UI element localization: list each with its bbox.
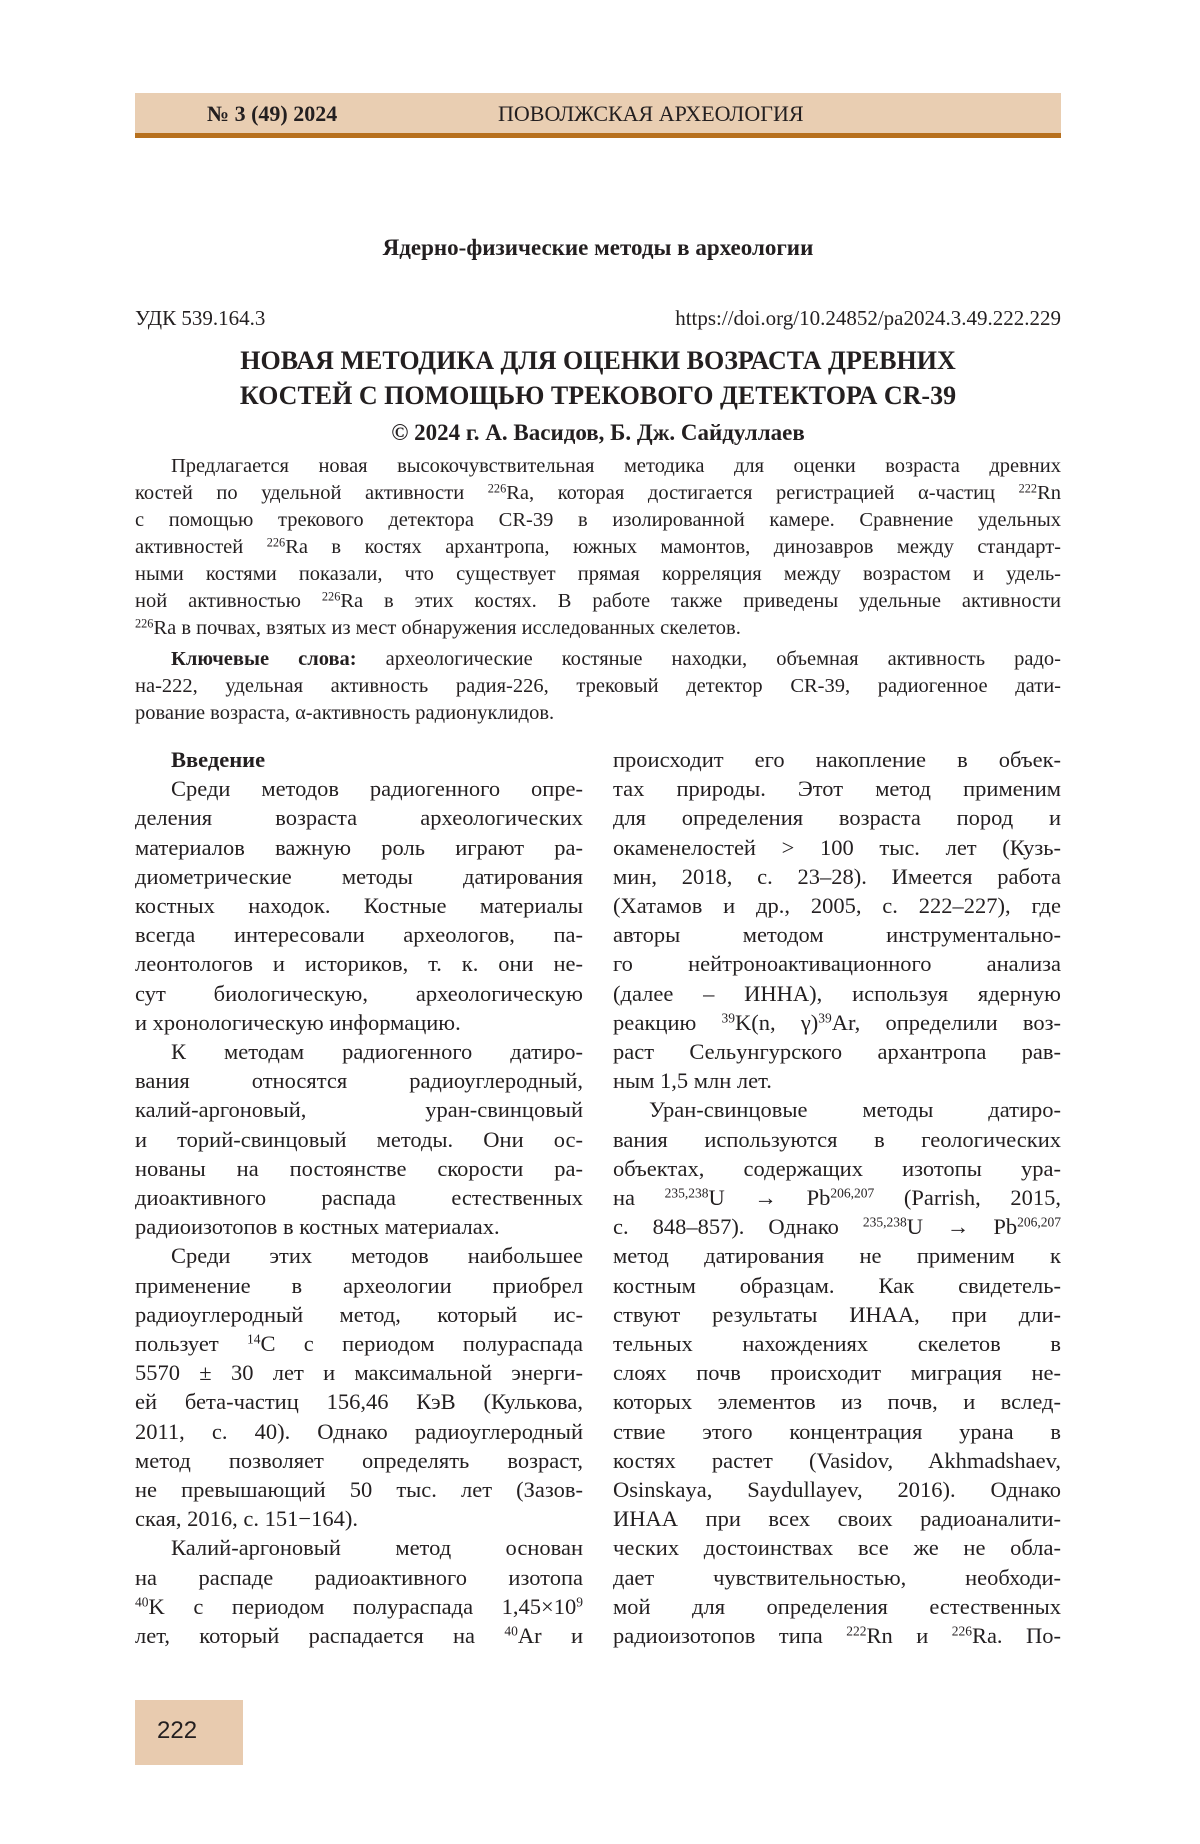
text-run: ей бета-частиц 156,46 КэВ (Кулькова, bbox=[135, 1389, 583, 1414]
text-run: U → Pb bbox=[907, 1214, 1017, 1239]
isotope-superscript: 226 bbox=[952, 1624, 972, 1639]
text-run: вания используются в геологических bbox=[613, 1127, 1061, 1152]
text-run: Калий-аргоновый метод основан bbox=[171, 1535, 583, 1560]
text-line bbox=[613, 803, 1061, 832]
text-run: происходит его накопление в объек- bbox=[613, 747, 1061, 772]
text-run: метод датирования не применим к bbox=[613, 1243, 1061, 1268]
text-run: Rn bbox=[1037, 482, 1061, 504]
keywords bbox=[135, 646, 1061, 727]
text-line bbox=[135, 803, 583, 832]
text-run: сут биологическую, археологическую bbox=[135, 981, 583, 1006]
text-line bbox=[135, 507, 1061, 534]
text-run: (Хатамов и др., 2005, с. 222–227), где bbox=[613, 893, 1061, 918]
text-line bbox=[135, 1592, 583, 1621]
text-line bbox=[613, 1533, 1061, 1562]
text-run: ствуют результаты ИНАА, при дли- bbox=[613, 1302, 1061, 1327]
article-title bbox=[135, 343, 1061, 413]
text-line bbox=[135, 862, 583, 891]
text-run: ствие этого концентрация урана в bbox=[613, 1419, 1061, 1444]
text-line bbox=[135, 1183, 583, 1212]
text-run: ская, 2016, с. 151−164). bbox=[135, 1506, 358, 1531]
text-line bbox=[135, 1154, 583, 1183]
text-line bbox=[135, 1095, 583, 1124]
text-run: для определения возраста пород и bbox=[613, 805, 1061, 830]
text-run: мин, 2018, с. 23–28). Имеется работа bbox=[613, 864, 1061, 889]
isotope-superscript: 40 bbox=[135, 1594, 149, 1609]
text-line bbox=[135, 1387, 583, 1416]
text-line bbox=[135, 1358, 583, 1387]
text-line bbox=[613, 1563, 1061, 1592]
text-run: Ar и bbox=[518, 1623, 583, 1648]
text-line bbox=[613, 1417, 1061, 1446]
text-run: радиоизотопов типа bbox=[613, 1623, 846, 1648]
text-line bbox=[135, 1241, 583, 1270]
text-run: Предлагается новая высокочувствительная методика для оценки возраста древних bbox=[171, 455, 1061, 477]
text-run: радиоизотопов в костных материалах. bbox=[135, 1214, 500, 1239]
isotope-superscript: 9 bbox=[576, 1594, 583, 1609]
text-line bbox=[135, 534, 1061, 561]
text-run: К методам радиогенного датиро- bbox=[171, 1039, 583, 1064]
text-line bbox=[613, 979, 1061, 1008]
text-line bbox=[135, 1563, 583, 1592]
text-run: тельных нахождениях скелетов в bbox=[613, 1331, 1061, 1356]
text-line bbox=[613, 1446, 1061, 1475]
text-run: применение в археологии приобрел bbox=[135, 1273, 583, 1298]
text-line bbox=[613, 1154, 1061, 1183]
text-line bbox=[613, 1095, 1061, 1124]
text-run: ческих достоинствах все же не обла- bbox=[613, 1535, 1061, 1560]
text-run: и хронологическую информацию. bbox=[135, 1010, 461, 1035]
text-run: K с периодом полураспада 1,45×10 bbox=[149, 1594, 577, 1619]
text-run: нованы на постоянстве скорости ра- bbox=[135, 1156, 583, 1181]
text-line bbox=[135, 833, 583, 862]
text-line bbox=[613, 891, 1061, 920]
text-run: ИНАА при всех своих радиоаналити- bbox=[613, 1506, 1061, 1531]
text-line bbox=[613, 862, 1061, 891]
isotope-superscript: 206,207 bbox=[830, 1186, 874, 1201]
text-run: ными костями показали, что существует прямая корреляция между возрастом и удель- bbox=[135, 563, 1061, 585]
text-run: костях растет (Vasidov, Akhmadshaev, bbox=[613, 1448, 1061, 1473]
text-line bbox=[613, 949, 1061, 978]
text-run: на bbox=[613, 1185, 665, 1210]
isotope-superscript: 14 bbox=[247, 1332, 261, 1347]
isotope-superscript: 40 bbox=[504, 1624, 518, 1639]
text-run: Среди методов радиогенного опре- bbox=[171, 776, 583, 801]
isotope-superscript: 222 bbox=[1019, 481, 1037, 495]
isotope-superscript: 222 bbox=[846, 1624, 866, 1639]
text-run: 5570 ± 30 лет и максимальной энерги- bbox=[135, 1360, 583, 1385]
text-line bbox=[613, 1125, 1061, 1154]
text-line bbox=[613, 1183, 1061, 1212]
text-line bbox=[613, 1358, 1061, 1387]
text-line bbox=[135, 1329, 583, 1358]
text-run: пользует bbox=[135, 1331, 247, 1356]
right-column-body bbox=[613, 745, 1061, 1650]
text-line bbox=[613, 1037, 1061, 1066]
text-run: U → Pb bbox=[709, 1185, 831, 1210]
isotope-superscript: 226 bbox=[267, 535, 285, 549]
text-line bbox=[135, 561, 1061, 588]
keywords-label: Ключевые слова: bbox=[171, 648, 357, 670]
text-run: Ra. По- bbox=[972, 1623, 1061, 1648]
abstract bbox=[135, 453, 1061, 642]
text-line bbox=[135, 979, 583, 1008]
text-line bbox=[613, 745, 1061, 774]
text-line bbox=[135, 1533, 583, 1562]
text-run: на распаде радиоактивного изотопа bbox=[135, 1565, 583, 1590]
text-run: рование возраста, α-активность радионуклидов. bbox=[135, 702, 554, 724]
text-run: на-222, удельная активность радия-226, трековый детектор CR-39, радиогенное дати- bbox=[135, 675, 1061, 697]
text-line bbox=[613, 1387, 1061, 1416]
text-line bbox=[135, 1300, 583, 1329]
text-run: лет, который распадается на bbox=[135, 1623, 504, 1648]
text-line bbox=[613, 1241, 1061, 1270]
text-run: вания относятся радиоуглеродный, bbox=[135, 1068, 583, 1093]
issue-number: № 3 (49) 2024 bbox=[207, 101, 337, 127]
page-number: 222 bbox=[157, 1717, 197, 1745]
text-run: леонтологов и историков, т. к. они не- bbox=[135, 951, 583, 976]
text-line bbox=[135, 920, 583, 949]
text-run: с помощью трекового детектора CR-39 в изолированной камере. Сравнение удельных bbox=[135, 509, 1061, 531]
text-run: всегда интересовали археологов, па- bbox=[135, 922, 583, 947]
text-line bbox=[613, 1300, 1061, 1329]
text-line bbox=[613, 833, 1061, 862]
text-run: тах природы. Этот метод применим bbox=[613, 776, 1061, 801]
text-run: метод позволяет определять возраст, bbox=[135, 1448, 583, 1473]
udk-code: УДК 539.164.3 bbox=[135, 306, 265, 331]
text-run: K(n, γ) bbox=[735, 1010, 818, 1035]
text-line bbox=[135, 1066, 583, 1095]
text-line bbox=[613, 1212, 1061, 1241]
text-run: деления возраста археологических bbox=[135, 805, 583, 830]
text-run: костей по удельной активности bbox=[135, 482, 488, 504]
text-run: Rn и bbox=[866, 1623, 951, 1648]
text-run: ной активностью bbox=[135, 590, 322, 612]
text-line bbox=[135, 673, 1061, 700]
text-line bbox=[613, 1592, 1061, 1621]
text-run: не превышающий 50 тыс. лет (Зазов- bbox=[135, 1477, 583, 1502]
text-run: радиоуглеродный метод, который ис- bbox=[135, 1302, 583, 1327]
text-run: Ra в почвах, взятых из мест обнаружения исследованных скелетов. bbox=[153, 617, 740, 639]
text-run: с. 848–857). Однако bbox=[613, 1214, 863, 1239]
text-run: диометрические методы датирования bbox=[135, 864, 583, 889]
text-line bbox=[613, 1504, 1061, 1533]
text-line bbox=[613, 1066, 1061, 1095]
isotope-superscript: 39 bbox=[818, 1010, 832, 1025]
text-line bbox=[613, 920, 1061, 949]
text-run: калий-аргоновый, уран-свинцовый bbox=[135, 1097, 583, 1122]
text-run: 2011, с. 40). Однако радиоуглеродный bbox=[135, 1419, 583, 1444]
page-number-box bbox=[135, 1700, 243, 1765]
journal-name: ПОВОЛЖСКАЯ АРХЕОЛОГИЯ bbox=[498, 101, 804, 127]
text-run: объектах, содержащих изотопы ура- bbox=[613, 1156, 1061, 1181]
text-run: активностей bbox=[135, 536, 267, 558]
text-line bbox=[135, 1125, 583, 1154]
text-run: Ra в костях архантропа, южных мамонтов, динозавров между стандарт- bbox=[285, 536, 1061, 558]
text-run: ным 1,5 млн лет. bbox=[613, 1068, 772, 1093]
text-run: костных находок. Костные материалы bbox=[135, 893, 583, 918]
text-run: которых элементов из почв, и вслед- bbox=[613, 1389, 1061, 1414]
left-column bbox=[135, 745, 583, 1650]
text-run: Ar, определили воз- bbox=[832, 1010, 1061, 1035]
text-run: мой для определения естественных bbox=[613, 1594, 1061, 1619]
text-run: (Parrish, 2015, bbox=[874, 1185, 1061, 1210]
authors: © 2024 г. А. Васидов, Б. Дж. Сайдуллаев bbox=[135, 420, 1061, 446]
text-line bbox=[613, 1621, 1061, 1650]
text-line bbox=[135, 1417, 583, 1446]
isotope-superscript: 39 bbox=[722, 1010, 736, 1025]
text-run: Уран-свинцовые методы датиро- bbox=[649, 1097, 1061, 1122]
text-line bbox=[135, 588, 1061, 615]
text-run: слоях почв происходит миграция не- bbox=[613, 1360, 1061, 1385]
text-line bbox=[613, 774, 1061, 803]
text-line bbox=[135, 480, 1061, 507]
text-line bbox=[613, 1475, 1061, 1504]
text-run: окаменелостей > 100 тыс. лет (Кузь- bbox=[613, 835, 1061, 860]
text-run: C с периодом полураспада bbox=[260, 1331, 583, 1356]
isotope-superscript: 226 bbox=[322, 589, 340, 603]
text-run: и торий-свинцовый методы. Они ос- bbox=[135, 1127, 583, 1152]
text-line bbox=[135, 646, 1061, 673]
text-run: Ra, которая достигается регистрацией α-частиц bbox=[506, 482, 1018, 504]
text-line bbox=[135, 1037, 583, 1066]
text-run: Ra в этих костях. В работе также приведены удельные активности bbox=[340, 590, 1061, 612]
section-title: Ядерно-физические методы в археологии bbox=[135, 235, 1061, 261]
isotope-superscript: 206,207 bbox=[1017, 1215, 1061, 1230]
text-line bbox=[135, 891, 583, 920]
text-line bbox=[135, 1475, 583, 1504]
text-line bbox=[135, 1212, 583, 1241]
text-run: авторы методом инструментально- bbox=[613, 922, 1061, 947]
text-line bbox=[135, 774, 583, 803]
text-run: (далее – ИННА), используя ядерную bbox=[613, 981, 1061, 1006]
text-run: дает чувствительностью, необходи- bbox=[613, 1565, 1061, 1590]
doi-link[interactable]: https://doi.org/10.24852/pa2024.3.49.222.229 bbox=[675, 306, 1061, 331]
isotope-superscript: 226 bbox=[135, 616, 153, 630]
text-run: археологические костяные находки, объемная активность радо- bbox=[357, 648, 1061, 670]
text-run: Среди этих методов наибольшее bbox=[171, 1243, 583, 1268]
right-column bbox=[613, 745, 1061, 1650]
text-run: костным образцам. Как свидетель- bbox=[613, 1273, 1061, 1298]
text-run: Osinskaya, Saydullayev, 2016). Однако bbox=[613, 1477, 1061, 1502]
text-line bbox=[135, 1504, 583, 1533]
text-line bbox=[613, 1329, 1061, 1358]
text-line bbox=[135, 700, 1061, 727]
text-run: материалов важную роль играют ра- bbox=[135, 835, 583, 860]
text-line bbox=[135, 615, 1061, 642]
heading-introduction: Введение bbox=[135, 745, 583, 774]
left-column-body bbox=[135, 774, 583, 1650]
text-line bbox=[613, 1008, 1061, 1037]
article-title-line: КОСТЕЙ С ПОМОЩЬЮ ТРЕКОВОГО ДЕТЕКТОРА CR-39 bbox=[135, 378, 1061, 413]
text-run: раст Сельунгурского архантропа рав- bbox=[613, 1039, 1061, 1064]
text-line bbox=[613, 1271, 1061, 1300]
text-line bbox=[135, 1271, 583, 1300]
text-line bbox=[135, 1446, 583, 1475]
text-line bbox=[135, 949, 583, 978]
isotope-superscript: 235,238 bbox=[665, 1186, 709, 1201]
article-title-line: НОВАЯ МЕТОДИКА ДЛЯ ОЦЕНКИ ВОЗРАСТА ДРЕВНИХ bbox=[135, 343, 1061, 378]
running-header bbox=[135, 93, 1061, 138]
text-line bbox=[135, 1008, 583, 1037]
isotope-superscript: 226 bbox=[488, 481, 506, 495]
text-run: реакцию bbox=[613, 1010, 722, 1035]
text-run: го нейтроноактивационного анализа bbox=[613, 951, 1061, 976]
text-line bbox=[135, 1621, 583, 1650]
isotope-superscript: 235,238 bbox=[863, 1215, 907, 1230]
text-line bbox=[135, 453, 1061, 480]
text-run: диоактивного распада естественных bbox=[135, 1185, 583, 1210]
